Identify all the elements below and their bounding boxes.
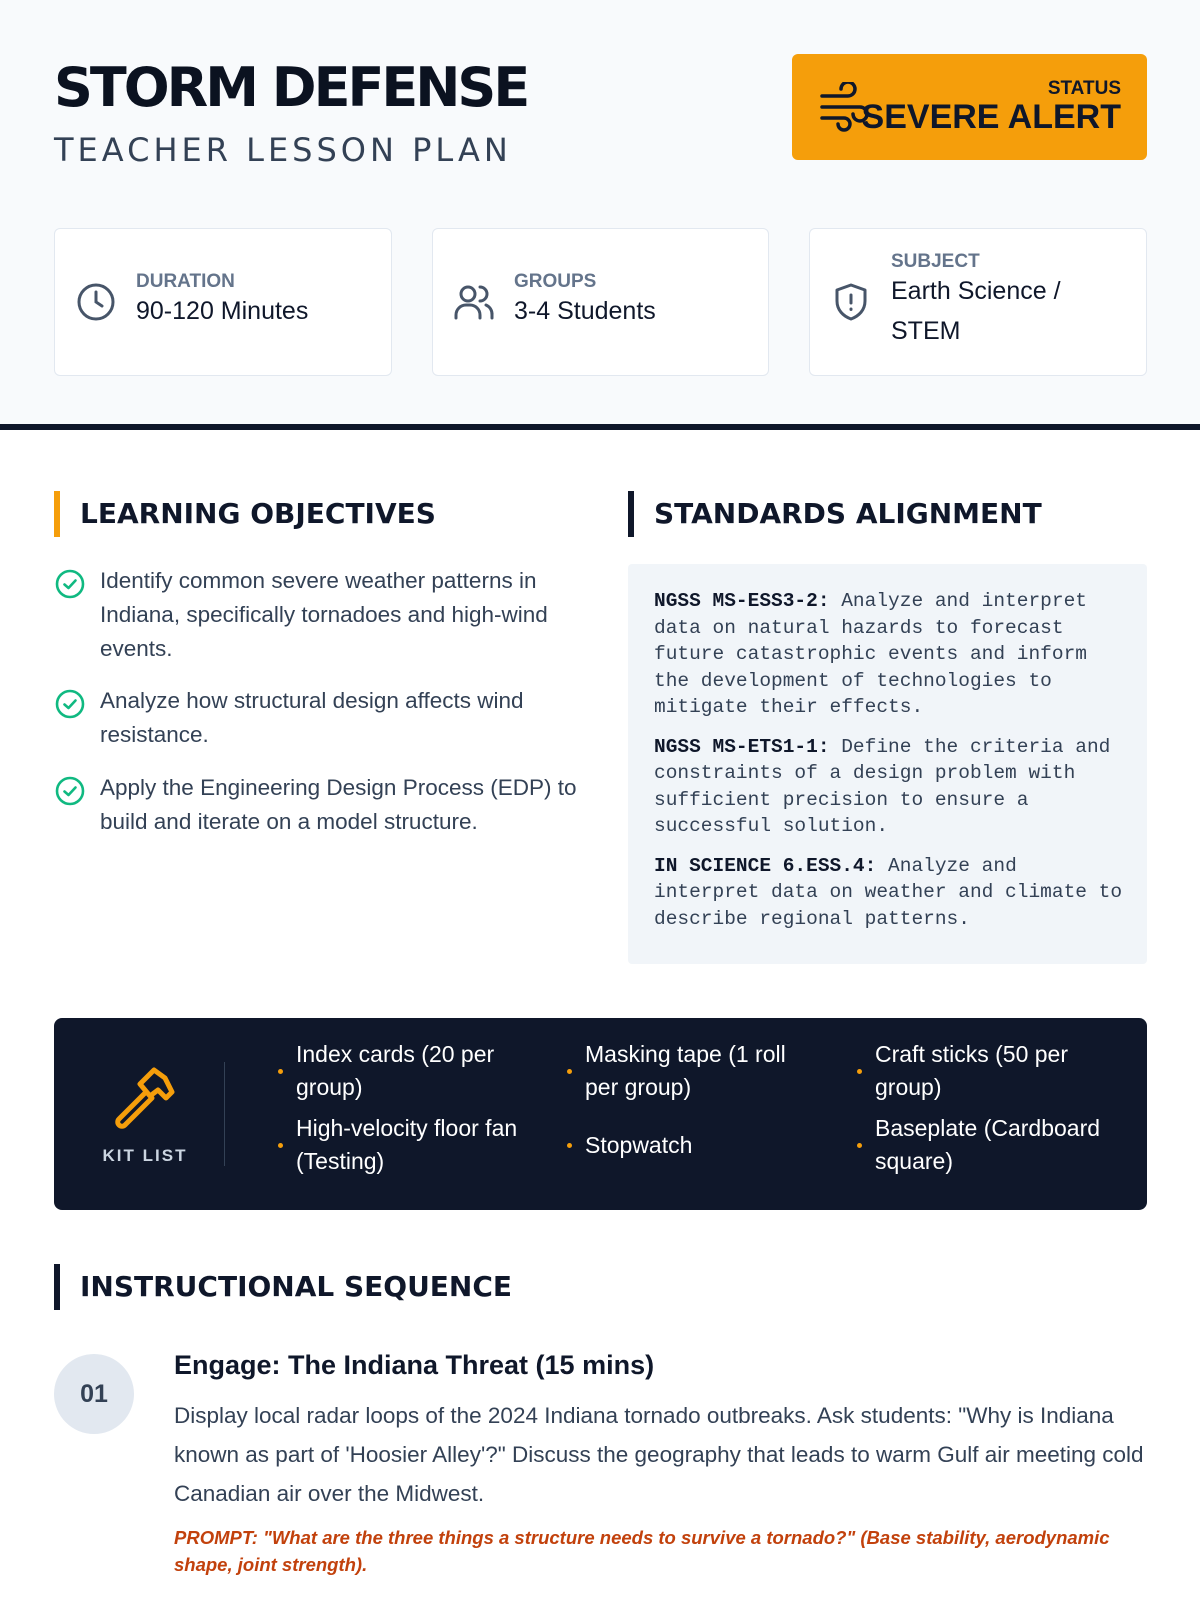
kit-list-label: KIT LIST — [102, 1146, 188, 1165]
kit-divider — [224, 1062, 225, 1166]
subject-card — [809, 228, 1147, 376]
standard-text: Analyze and interpret data on weather and climate to describe regional patterns. — [654, 854, 1123, 930]
check-circle-icon — [54, 688, 86, 720]
standard-item — [654, 853, 1127, 933]
shield-icon — [830, 281, 872, 323]
status-badge — [792, 54, 1147, 160]
duration-value: 90-120 Minutes — [136, 297, 309, 325]
kit-item: Masking tape (1 roll per group) — [567, 1034, 817, 1108]
objective-text: Analyze how structural design affects wind resistance. — [100, 688, 524, 747]
kit-item: Craft sticks (50 per group) — [857, 1034, 1107, 1108]
standard-item — [654, 588, 1127, 721]
groups-value: 3-4 Students — [514, 297, 656, 325]
step-prompt: PROMPT: "What are the three things a structure needs to survive a tornado?" (Base stability, aerodynamic shape, joint strength). — [174, 1527, 1110, 1575]
kit-item: Index cards (20 per group) — [278, 1034, 528, 1108]
users-icon — [453, 281, 495, 323]
step-body: Display local radar loops of the 2024 Indiana tornado outbreaks. Ask students: "Why is Indiana known as part of 'Hoosier Alley'?" Discuss the geography that leads to warm Gulf air meeting cold Canadian air over the Midwest. — [174, 1403, 1144, 1506]
step-number: 01 — [54, 1354, 134, 1434]
objective-text: Identify common severe weather patterns in Indiana, specifically tornadoes and high-wind events. — [100, 568, 548, 661]
status-label: STATUS — [1047, 78, 1121, 99]
check-circle-icon — [54, 775, 86, 807]
step-title: Engage: The Indiana Threat (15 mins) — [174, 1350, 655, 1380]
hammer-icon — [110, 1064, 178, 1132]
subject-value-line2: STEM — [891, 317, 961, 345]
standard-text: Define the criteria and constraints of a design problem with sufficient precision to ensure a successful solution. — [654, 735, 1111, 837]
standards-box — [628, 564, 1147, 964]
subject-label: SUBJECT — [891, 251, 980, 272]
standard-code: IN SCIENCE 6.ESS.4: — [654, 854, 877, 877]
header — [0, 0, 1200, 430]
check-circle-icon — [54, 568, 86, 600]
duration-label: DURATION — [136, 271, 235, 292]
subject-value-line1: Earth Science / — [891, 277, 1061, 305]
groups-card — [432, 228, 769, 376]
objectives-heading: LEARNING OBJECTIVES — [54, 491, 436, 537]
sequence-heading: INSTRUCTIONAL SEQUENCE — [54, 1264, 512, 1310]
standard-item — [654, 734, 1127, 840]
clock-icon — [75, 281, 117, 323]
kit-item: Stopwatch — [567, 1108, 817, 1182]
status-value: SEVERE ALERT — [861, 98, 1121, 136]
duration-card — [54, 228, 392, 376]
kit-item: High-velocity floor fan (Testing) — [278, 1108, 528, 1182]
standard-code: NGSS MS-ETS1-1: — [654, 735, 830, 758]
standard-code: NGSS MS-ESS3-2: — [654, 590, 830, 612]
standards-heading: STANDARDS ALIGNMENT — [628, 491, 1042, 537]
groups-label: GROUPS — [514, 271, 597, 292]
kit-list-panel — [54, 1018, 1147, 1210]
objective-text: Apply the Engineering Design Process (EDP) to build and iterate on a model structure. — [100, 775, 577, 834]
page-title: STORM DEFENSE — [54, 56, 528, 119]
page-subtitle: TEACHER LESSON PLAN — [54, 131, 512, 169]
standard-text: Analyze and interpret data on natural hazards to forecast future catastrophic events and inform the development of technologies to mitigate their effects. — [654, 590, 1087, 718]
kit-item: Baseplate (Cardboard square) — [857, 1108, 1107, 1182]
